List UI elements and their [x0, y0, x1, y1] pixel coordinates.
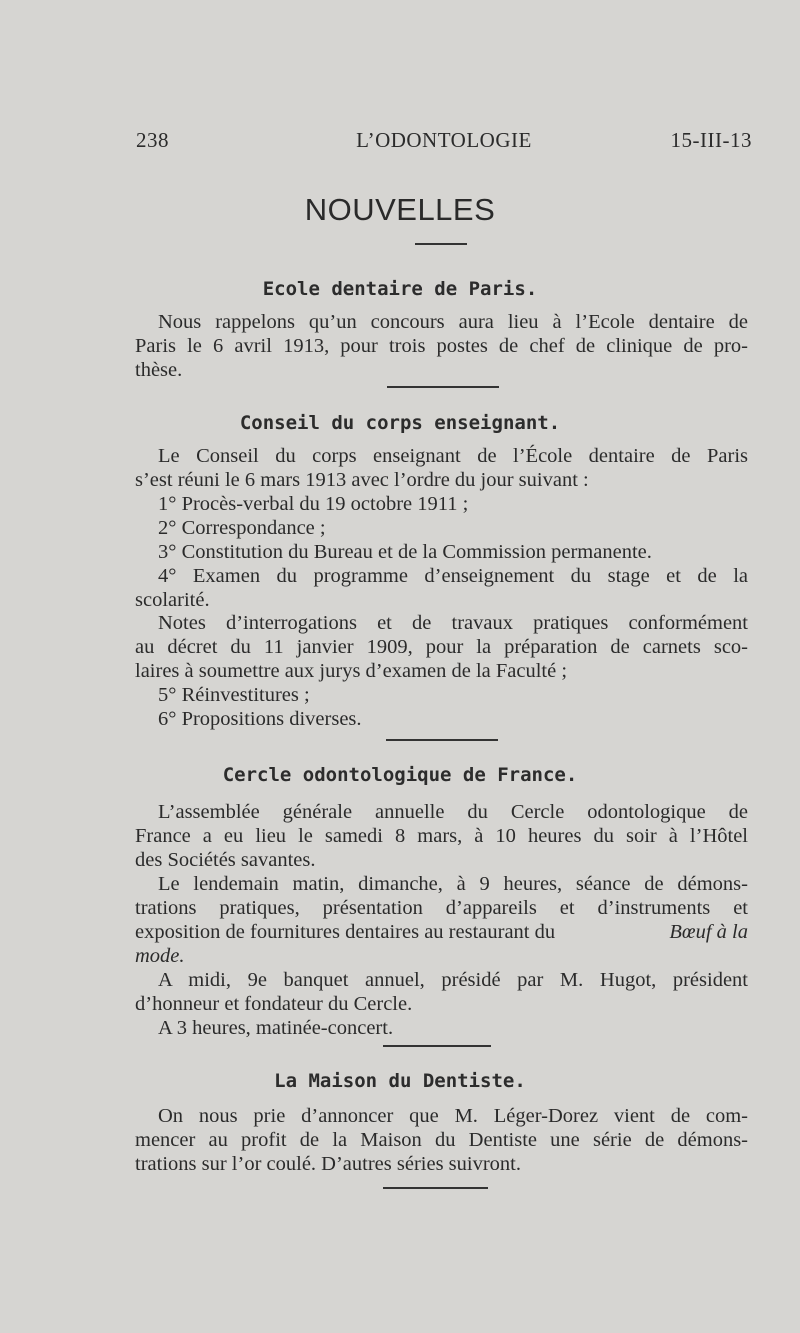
paragraph-line: Le lendemain matin, dimanche, à 9 heures, séance de démons- — [158, 873, 748, 895]
issue-date: 15-III-13 — [670, 128, 752, 152]
restaurant-name-end: mode. — [135, 945, 185, 967]
paragraph-line: laires à soumettre aux jurys d’examen de la Faculté ; — [135, 660, 568, 682]
paragraph-line: On nous prie d’annoncer que M. Léger-Dorez vient de com- — [158, 1105, 748, 1127]
section-heading-ecole: Ecole dentaire de Paris. — [262, 278, 538, 300]
paragraph-line: Le Conseil du corps enseignant de l’École dentaire de Paris — [158, 445, 748, 467]
paragraph-line: scolarité. — [135, 589, 210, 611]
section-heading-conseil: Conseil du corps enseignant. — [239, 412, 561, 434]
section-rule — [387, 386, 499, 388]
paragraph-line: Notes d’interrogations et de travaux pratiques conformément — [158, 612, 748, 634]
agenda-item: 4° Examen du programme d’enseignement du stage et de la — [158, 565, 748, 587]
journal-title: L’ODONTOLOGIE — [356, 128, 532, 152]
section-rule — [386, 739, 498, 741]
paragraph-line: A midi, 9e banquet annuel, présidé par M. Hugot, président — [158, 969, 748, 991]
agenda-item: 6° Propositions diverses. — [158, 708, 362, 730]
paragraph-line — [135, 920, 748, 944]
paragraph-line: mencer au profit de la Maison du Dentiste une série de démons- — [135, 1129, 748, 1151]
section-rule — [383, 1187, 488, 1189]
agenda-item: 5° Réinvestitures ; — [158, 684, 310, 706]
agenda-item: 3° Constitution du Bureau et de la Commission permanente. — [158, 541, 652, 563]
paragraph-line: France a eu lieu le samedi 8 mars, à 10 heures du soir à l’Hôtel — [135, 825, 748, 847]
title-rule — [415, 243, 467, 245]
paragraph-line: des Sociétés savantes. — [135, 849, 316, 871]
paragraph-text: exposition de fournitures dentaires au restaurant du — [135, 921, 556, 943]
agenda-item: 1° Procès-verbal du 19 octobre 1911 ; — [158, 493, 469, 515]
paragraph-line: L’assemblée générale annuelle du Cercle odontologique de — [158, 801, 748, 823]
paragraph-line: Nous rappelons qu’un concours aura lieu à l’Ecole dentaire de — [158, 311, 748, 333]
paragraph-line: au décret du 11 janvier 1909, pour la préparation de carnets sco- — [135, 636, 748, 658]
page-title: NOUVELLES — [304, 192, 496, 227]
paragraph-line: trations pratiques, présentation d’appareils et d’instruments et — [135, 897, 748, 919]
restaurant-name: Bœuf à la — [669, 921, 748, 943]
paragraph-line: d’honneur et fondateur du Cercle. — [135, 993, 413, 1015]
running-head — [136, 128, 752, 158]
agenda-item: 2° Correspondance ; — [158, 517, 326, 539]
paragraph-line — [135, 944, 748, 968]
paragraph-line: s’est réuni le 6 mars 1913 avec l’ordre du jour suivant : — [135, 469, 589, 491]
page-number: 238 — [136, 128, 169, 152]
section-rule — [383, 1045, 491, 1047]
paragraph-line: A 3 heures, matinée-concert. — [158, 1017, 394, 1039]
paragraph-line: thèse. — [135, 359, 183, 381]
section-heading-maison: La Maison du Dentiste. — [274, 1070, 526, 1092]
paragraph-line: Paris le 6 avril 1913, pour trois postes de chef de clinique de pro- — [135, 335, 748, 357]
paragraph-line: trations sur l’or coulé. D’autres séries suivront. — [135, 1153, 521, 1175]
section-heading-cercle: Cercle odontologique de France. — [222, 764, 578, 786]
